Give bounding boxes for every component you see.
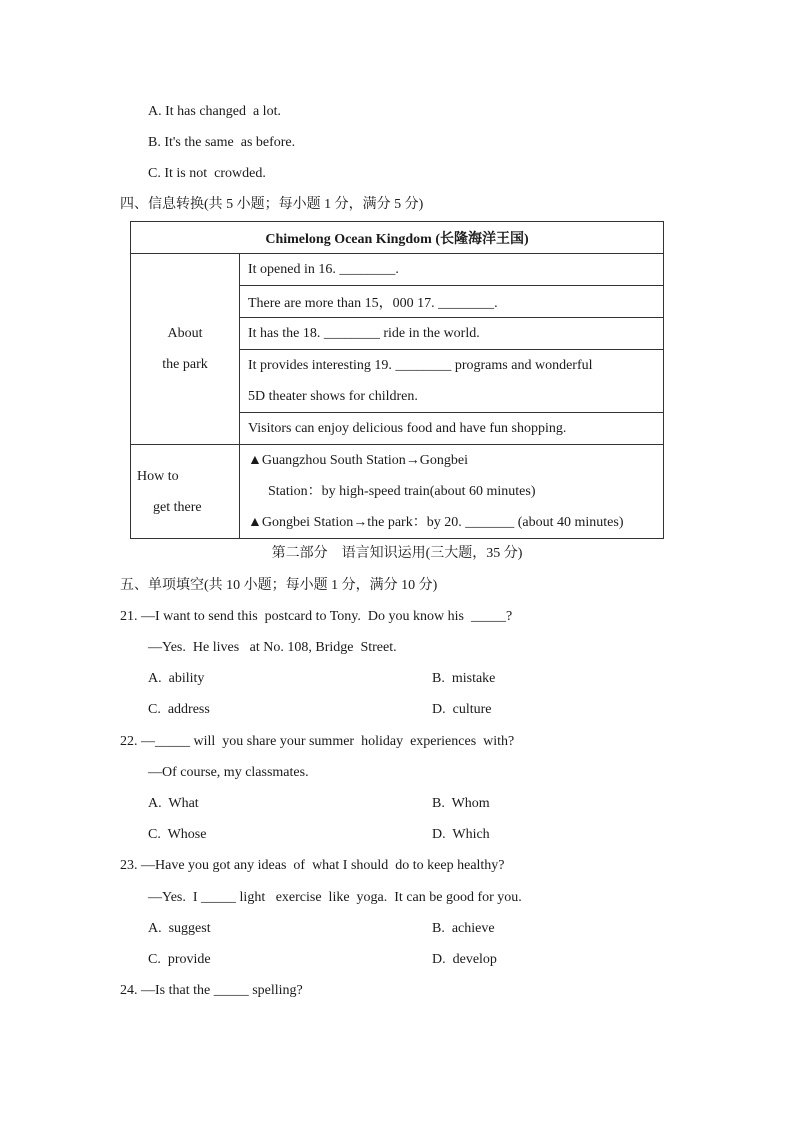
- question-22-option-d: D. Which: [432, 827, 490, 842]
- how-label: [131, 445, 240, 539]
- question-21-option-d: D. culture: [432, 702, 492, 717]
- question-22-option-b: B. Whom: [432, 796, 490, 811]
- section-4-heading: 四、信息转换(共 5 小题；每小题 1 分，满分 5 分): [120, 197, 424, 212]
- about-label: [131, 254, 240, 445]
- question-23-option-a: A. suggest: [148, 921, 211, 936]
- table-row-line: 5D theater shows for children.: [248, 389, 418, 404]
- question-23-reply: —Yes. I _____ light exercise like yoga. It can be good for you.: [148, 890, 522, 905]
- option-a: A. It has changed a lot.: [148, 104, 281, 119]
- question-21-reply: —Yes. He lives at No. 108, Bridge Street.: [148, 640, 397, 655]
- section-5-heading: 五、单项填空(共 10 小题；每小题 1 分，满分 10 分): [120, 578, 438, 593]
- question-22-option-c: C. Whose: [148, 827, 207, 842]
- question-22: 22. —_____ will you share your summer holiday experiences with?: [120, 734, 515, 749]
- question-22-option-a: A. What: [148, 796, 199, 811]
- route-line: Station：by high-speed train(about 60 minutes): [268, 484, 536, 499]
- route-line: ▲Gongbei Station→the park：by 20. _______ (about 40 minutes): [248, 515, 624, 530]
- question-24: 24. —Is that the _____ spelling?: [120, 983, 303, 998]
- question-21-option-a: A. ability: [148, 671, 205, 686]
- question-23-option-c: C. provide: [148, 952, 211, 967]
- option-b: B. It's the same as before.: [148, 135, 296, 150]
- route-line: ▲Guangzhou South Station→Gongbei: [248, 453, 468, 468]
- question-21: 21. —I want to send this postcard to Tony. Do you know his _____?: [120, 609, 513, 624]
- how-label-line2: get there: [153, 499, 202, 515]
- about-label-line1: About: [167, 326, 203, 341]
- table-row: [240, 350, 664, 413]
- option-c: C. It is not crowded.: [148, 166, 266, 181]
- part-2-heading: 第二部分 语言知识运用(三大题，35 分): [271, 546, 523, 561]
- route-cell: [240, 445, 664, 539]
- table-title: Chimelong Ocean Kingdom (长隆海洋王国): [131, 222, 664, 254]
- table-row: It opened in 16. ________.: [240, 254, 664, 286]
- table-row: Visitors can enjoy delicious food and have fun shopping.: [240, 413, 664, 445]
- question-23: 23. —Have you got any ideas of what I should do to keep healthy?: [120, 858, 505, 873]
- about-label-line2: the park: [162, 357, 208, 372]
- info-table: [130, 221, 664, 539]
- question-22-reply: —Of course, my classmates.: [148, 765, 309, 780]
- question-23-option-d: D. develop: [432, 952, 497, 967]
- table-row: There are more than 15，000 17. ________.: [240, 286, 664, 318]
- question-21-option-b: B. mistake: [432, 671, 496, 686]
- question-23-option-b: B. achieve: [432, 921, 495, 936]
- how-label-line1: How to: [137, 468, 179, 484]
- question-21-option-c: C. address: [148, 702, 210, 717]
- table-row: It has the 18. ________ ride in the world.: [240, 318, 664, 350]
- table-row-line: It provides interesting 19. ________ programs and wonderful: [248, 358, 593, 373]
